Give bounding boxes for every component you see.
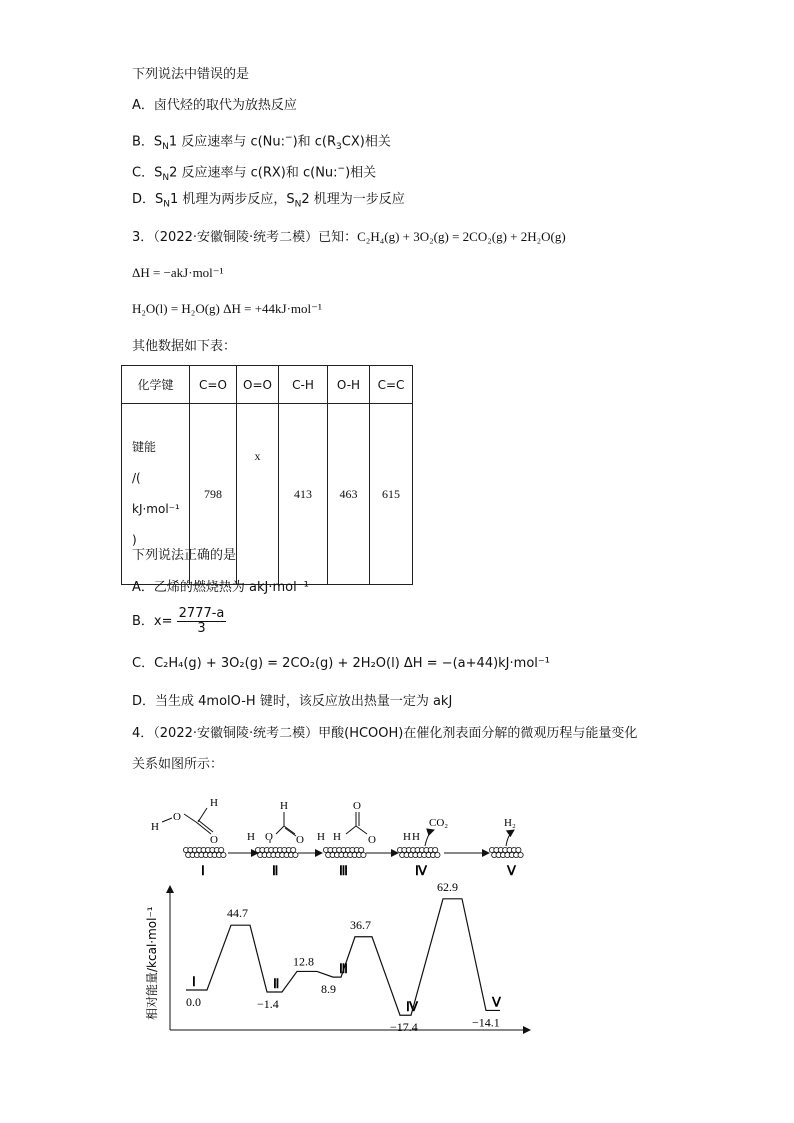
y-axis-label: 相对能量/kcal·mol⁻¹ <box>145 906 159 1020</box>
stage-label: Ⅳ <box>415 863 427 878</box>
atom-h: H <box>210 797 218 809</box>
q3-option-a: A．乙烯的燃烧热为 akJ·mol⁻¹ <box>132 580 309 595</box>
atom-h: H <box>317 831 325 843</box>
h2-label: H₂ <box>504 817 516 829</box>
q3-equation-2: H₂O(l) = H₂O(g) ΔH = +44kJ·mol⁻¹ <box>132 301 322 316</box>
energy-value-label: 8.9 <box>321 982 336 997</box>
table-cell: 463 <box>328 404 370 585</box>
energy-value-label: −14.1 <box>472 1015 500 1030</box>
energy-stage-label: Ⅳ <box>406 999 418 1015</box>
q3-delta-h-1: ΔH = −akJ·mol⁻¹ <box>132 265 224 280</box>
catalyst-surface <box>323 847 366 857</box>
atom-h: H <box>247 831 255 843</box>
catalyst-surface <box>255 847 298 857</box>
q2-option-a: A．卤代烃的取代为放热反应 <box>132 98 297 113</box>
q3-option-d: D．当生成 4molO-H 键时，该反应放出热量一定为 akJ <box>132 694 453 709</box>
atom-o: O <box>173 811 181 823</box>
atom-o: O <box>353 800 361 812</box>
row-label-line: 键能 <box>132 440 157 454</box>
catalyst-surface <box>183 847 226 857</box>
q2-option-c: C．$S_N2$ 反应速率与 c(RX)和 c(Nu:−)相关 <box>132 164 377 183</box>
energy-stage-label: Ⅲ <box>339 961 348 977</box>
energy-value-label: 0.0 <box>186 995 201 1009</box>
atom-o: O <box>265 831 273 843</box>
table-header-cell: O=O <box>237 366 279 404</box>
fraction-denominator: 3 <box>197 621 206 636</box>
q2-option-b: B．$S_N1$ 反应速率与 c(Nu:−)和 $c(R_3CX)$相关 <box>132 133 391 152</box>
energy-profile <box>186 899 500 1015</box>
q2-option-d: D．$S_N1$ 机理为两步反应，$S_N2$ 机理为一步反应 <box>132 192 405 210</box>
molecule-ii <box>270 812 296 843</box>
table-header-cell: C-H <box>279 366 328 404</box>
catalyst-surfaces <box>183 847 523 857</box>
stage-label: Ⅴ <box>507 863 516 878</box>
q3-table-intro: 其他数据如下表： <box>132 339 237 354</box>
q3-option-b: B．x= $\frac{2777-a}{3}$ <box>132 606 225 636</box>
energy-stage-label: Ⅴ <box>492 994 501 1010</box>
q3-equation-1: C₂H₄(g) + 3O₂(g) = 2CO₂(g) + 2H₂O(g) <box>357 229 566 244</box>
table-header-cell: O-H <box>328 366 370 404</box>
energy-stage-label: Ⅰ <box>192 974 196 989</box>
table-header-row <box>122 366 413 404</box>
stage-label: Ⅱ <box>272 863 279 878</box>
atom-o: O <box>210 834 218 846</box>
atom-h: H <box>333 831 341 843</box>
table-header-cell: C=O <box>190 366 237 404</box>
energy-value-label: 44.7 <box>227 906 248 921</box>
q3-stem: 下列说法正确的是 <box>132 548 237 563</box>
catalyst-surface <box>397 847 440 857</box>
row-label-line: ) <box>132 533 137 547</box>
atom-h: H <box>412 831 420 843</box>
fraction <box>177 607 227 636</box>
co2-label: CO₂ <box>429 817 449 829</box>
row-label-line: /( <box>132 471 141 485</box>
molecule-iii <box>346 812 367 834</box>
table-cell: 615 <box>370 404 413 585</box>
q3-option-c: C．C₂H₄(g) + 3O₂(g) = 2CO₂(g) + 2H₂O(l) ΔH = −(a+44)kJ·mol⁻¹ <box>132 656 550 671</box>
q4-line-2: 关系如图所示： <box>132 757 224 772</box>
energy-line <box>186 899 500 1015</box>
atom-h: H <box>403 831 411 843</box>
energy-value-label: 36.7 <box>350 917 371 932</box>
energy-value-label: −1.4 <box>257 997 279 1012</box>
q4-line-1: 4．（2022·安徽铜陵·统考二模）甲酸(HCOOH)在催化剂表面分解的微观历程与能量变化 <box>132 726 638 741</box>
energy-value-labels <box>186 880 502 1034</box>
atom-h: H <box>280 800 288 812</box>
table-header-cell: C=C <box>370 366 413 404</box>
table-header-cell: 化学键 <box>122 366 190 404</box>
desorption-arrow <box>506 830 514 846</box>
catalyst-surface <box>489 847 523 857</box>
energy-value-label: 12.8 <box>293 954 314 969</box>
table-cell: 798 <box>190 404 237 585</box>
energy-value-label: 62.9 <box>437 879 458 894</box>
atom-o: O <box>296 834 304 846</box>
chart-axes <box>170 886 530 1030</box>
desorption-arrow <box>425 830 434 846</box>
q3-intro-line: 3．（2022·安徽铜陵·统考二模）已知：C₂H₄(g) + 3O₂(g) = 2CO₂(g) + 2H₂O(g) <box>132 229 566 245</box>
stage-label: Ⅲ <box>339 863 348 878</box>
atom-h: H <box>151 821 159 833</box>
row-label-line: kJ·mol⁻¹ <box>132 502 180 516</box>
molecule-i <box>162 808 213 834</box>
energy-stage-label: Ⅱ <box>273 976 280 992</box>
table-cell: 413 <box>279 404 328 585</box>
stage-label: Ⅰ <box>201 863 205 878</box>
energy-value-label: −17.4 <box>390 1020 418 1035</box>
table-cell: x <box>237 404 279 585</box>
atom-o: O <box>368 834 376 846</box>
q2-stem: 下列说法中错误的是 <box>132 67 250 82</box>
fraction-numerator: 2777-a <box>178 606 225 621</box>
